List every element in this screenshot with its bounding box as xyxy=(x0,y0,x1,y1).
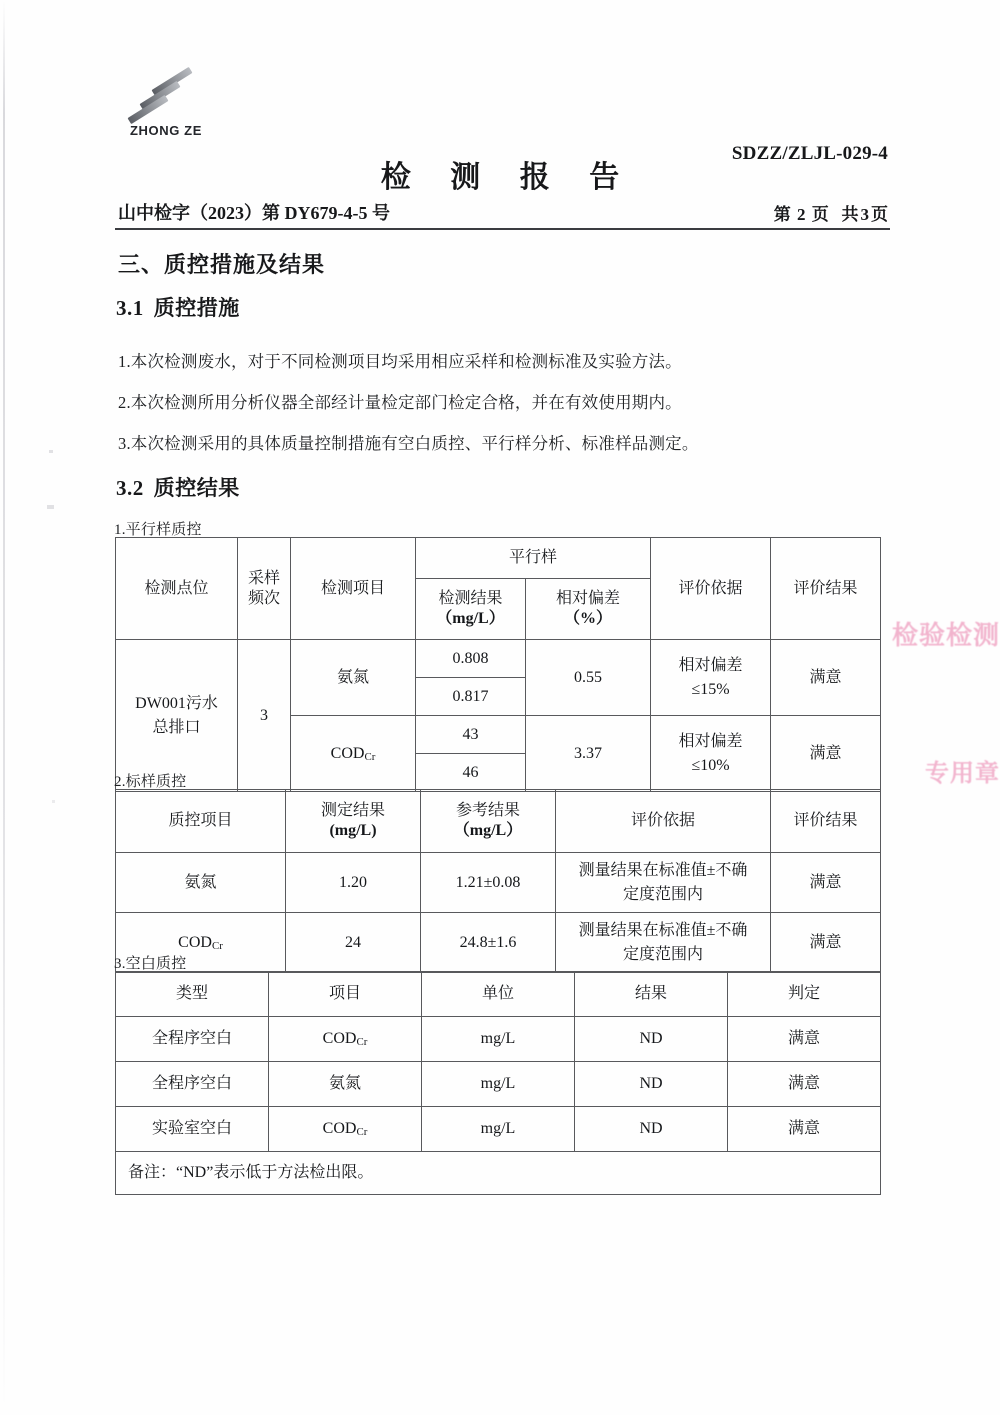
table-row xyxy=(116,640,881,678)
td-basis-2 xyxy=(651,716,771,792)
section-3-1-number: 3.1 xyxy=(116,296,144,320)
table3-caption: 3.空白质控 xyxy=(114,956,187,972)
th2-measured xyxy=(286,790,421,853)
td2-basis-1-line1: 测量结果在标准值±不确 xyxy=(578,862,748,880)
th-deviation xyxy=(526,579,651,640)
td-basis-1-line1: 相对偏差 xyxy=(678,657,743,675)
th-frequency-line2: 频次 xyxy=(247,589,280,607)
td3-item-2: 氨氮 xyxy=(269,1062,422,1107)
td-basis-1-line2: ≤15% xyxy=(691,680,730,698)
th-deviation-line1: 相对偏差 xyxy=(556,590,621,607)
scan-speck-artifact xyxy=(52,800,55,803)
td3-type-1: 全程序空白 xyxy=(116,1017,269,1062)
scan-speck-artifact xyxy=(47,505,54,509)
th2-measured-line1: 测定结果 xyxy=(320,802,385,819)
scan-speck-artifact xyxy=(49,450,53,453)
th-item: 检测项目 xyxy=(291,538,416,640)
standard-sample-qc-table xyxy=(115,789,881,973)
td-result-2a: 43 xyxy=(416,716,526,754)
td2-basis-2-line1: 测量结果在标准值±不确 xyxy=(578,922,748,940)
td3-type-3: 实验室空白 xyxy=(116,1107,269,1152)
th-point: 检测点位 xyxy=(116,538,238,640)
td2-measured-1: 1.20 xyxy=(286,853,421,913)
table-note-row xyxy=(116,1152,881,1195)
page-total-prefix: 共 xyxy=(841,205,859,224)
td-basis-2-line2: ≤10% xyxy=(691,756,730,774)
page-total: 3 xyxy=(860,205,869,224)
page-title: 检 测 报 告 xyxy=(380,161,636,194)
td-point-line1: DW001污水 xyxy=(135,695,218,713)
section-heading-3-1 xyxy=(116,292,240,322)
td-item-1: 氨氮 xyxy=(291,640,416,716)
table-row xyxy=(116,1107,881,1152)
table-header-row xyxy=(116,972,881,1017)
td3-type-2: 全程序空白 xyxy=(116,1062,269,1107)
section-3-2-number: 3.2 xyxy=(116,476,144,500)
table-row xyxy=(116,1062,881,1107)
parallel-sample-qc-table xyxy=(115,537,881,792)
th-frequency xyxy=(238,538,291,640)
td2-verdict-2: 满意 xyxy=(771,913,881,973)
th3-result: 结果 xyxy=(575,972,728,1017)
header-divider xyxy=(115,228,890,230)
report-number: 山中检字（2023）第 DY679-4-5 号 xyxy=(118,203,390,223)
stamp-bleed-artifact xyxy=(892,622,1000,649)
td-result-1b: 0.817 xyxy=(416,678,526,716)
td3-verdict-3: 满意 xyxy=(728,1107,881,1152)
page-current: 2 xyxy=(797,205,806,224)
th2-reference xyxy=(421,790,556,853)
th3-verdict: 判定 xyxy=(728,972,881,1017)
stamp-bleed-artifact xyxy=(925,762,1000,787)
td-item-2: $COD_{Cr}$ xyxy=(291,716,416,792)
td2-item-2: $COD_{Cr}$ xyxy=(116,913,286,973)
td3-unit-1: mg/L xyxy=(422,1017,575,1062)
td3-result-1: ND xyxy=(575,1017,728,1062)
td2-verdict-1: 满意 xyxy=(771,853,881,913)
td-verdict-2: 满意 xyxy=(771,716,881,792)
th-parallel-group: 平行样 xyxy=(416,538,651,579)
th-result xyxy=(416,579,526,640)
th-deviation-line2: （%） xyxy=(564,610,613,627)
stamp-bleed-bottom-text: 专用章 xyxy=(925,761,1000,787)
td2-reference-1: 1.21±0.08 xyxy=(421,853,556,913)
measure-paragraph-1: 1.本次检测废水，对于不同检测项目均采用相应采样和检测标准及实验方法。 xyxy=(118,352,682,371)
td3-unit-3: mg/L xyxy=(422,1107,575,1152)
measure-paragraph-2: 2.本次检测所用分析仪器全部经计量检定部门检定合格，并在有效使用期内。 xyxy=(118,393,682,412)
td2-basis-2-line2: 定度范围内 xyxy=(622,945,703,963)
table-row xyxy=(116,913,881,973)
section-3-2-title: 质控结果 xyxy=(153,476,240,500)
td-verdict-1: 满意 xyxy=(771,640,881,716)
table1-caption: 1.平行样质控 xyxy=(114,522,202,538)
company-logo xyxy=(118,72,218,150)
th2-reference-line2: （mg/L） xyxy=(453,822,523,839)
table-header-row xyxy=(116,538,881,579)
logo-wordmark: ZHONG ZE xyxy=(130,123,202,138)
th3-item: 项目 xyxy=(269,972,422,1017)
page-total-unit: 页 xyxy=(871,205,888,224)
td-deviation-1: 0.55 xyxy=(526,640,651,716)
td3-item-3: $COD_{Cr}$ xyxy=(269,1107,422,1152)
td3-result-3: ND xyxy=(575,1107,728,1152)
td3-unit-2: mg/L xyxy=(422,1062,575,1107)
td-basis-2-line1: 相对偏差 xyxy=(678,733,743,751)
td-deviation-2: 3.37 xyxy=(526,716,651,792)
th-frequency-line1: 采样 xyxy=(247,569,280,587)
th2-item: 质控项目 xyxy=(116,790,286,853)
td3-verdict-2: 满意 xyxy=(728,1062,881,1107)
td2-item-1: 氨氮 xyxy=(116,853,286,913)
section-heading-3-2 xyxy=(116,472,240,502)
td-basis-1 xyxy=(651,640,771,716)
td-frequency: 3 xyxy=(238,640,291,792)
table-row xyxy=(116,1017,881,1062)
measure-paragraph-3: 3.本次检测采用的具体质量控制措施有空白质控、平行样分析、标准样品测定。 xyxy=(118,434,699,453)
document-code: SDZZ/ZLJL-029-4 xyxy=(731,143,888,164)
td2-reference-2: 24.8±1.6 xyxy=(421,913,556,973)
td-point xyxy=(116,640,238,792)
table-header-row xyxy=(116,790,881,853)
table-row xyxy=(116,853,881,913)
th2-measured-line2: (mg/L) xyxy=(329,822,377,839)
th2-verdict: 评价结果 xyxy=(771,790,881,853)
stamp-bleed-top-text: 检验检测 xyxy=(891,621,1000,650)
blank-qc-table xyxy=(115,971,881,1195)
td2-basis-2 xyxy=(556,913,771,973)
th-basis: 评价依据 xyxy=(651,538,771,640)
th-result-line1: 检测结果 xyxy=(438,590,503,607)
scan-edge-artifact xyxy=(3,0,5,1415)
td3-verdict-1: 满意 xyxy=(728,1017,881,1062)
section-heading-three: 三、质控措施及结果 xyxy=(118,252,326,277)
logo-bars-icon xyxy=(124,72,206,120)
th-verdict: 评价结果 xyxy=(771,538,881,640)
table2-caption: 2.标样质控 xyxy=(114,774,187,790)
section-3-1-title: 质控措施 xyxy=(153,296,240,320)
td-result-1a: 0.808 xyxy=(416,640,526,678)
td-point-line2: 总排口 xyxy=(152,718,201,736)
th2-basis: 评价依据 xyxy=(556,790,771,853)
td2-measured-2: 24 xyxy=(286,913,421,973)
th-result-line2: （mg/L） xyxy=(436,610,505,627)
th2-reference-line1: 参考结果 xyxy=(455,802,520,819)
page-unit: 页 xyxy=(811,205,829,224)
td2-basis-1-line2: 定度范围内 xyxy=(622,885,703,903)
td3-result-2: ND xyxy=(575,1062,728,1107)
th3-unit: 单位 xyxy=(422,972,575,1017)
table3-note: 备注：“ND”表示低于方法检出限。 xyxy=(116,1152,881,1195)
th3-type: 类型 xyxy=(116,972,269,1017)
page-prefix: 第 xyxy=(773,205,791,224)
page-number xyxy=(774,200,888,225)
td3-item-1: $COD_{Cr}$ xyxy=(269,1017,422,1062)
td2-basis-1 xyxy=(556,853,771,913)
td-result-2b: 46 xyxy=(416,754,526,792)
